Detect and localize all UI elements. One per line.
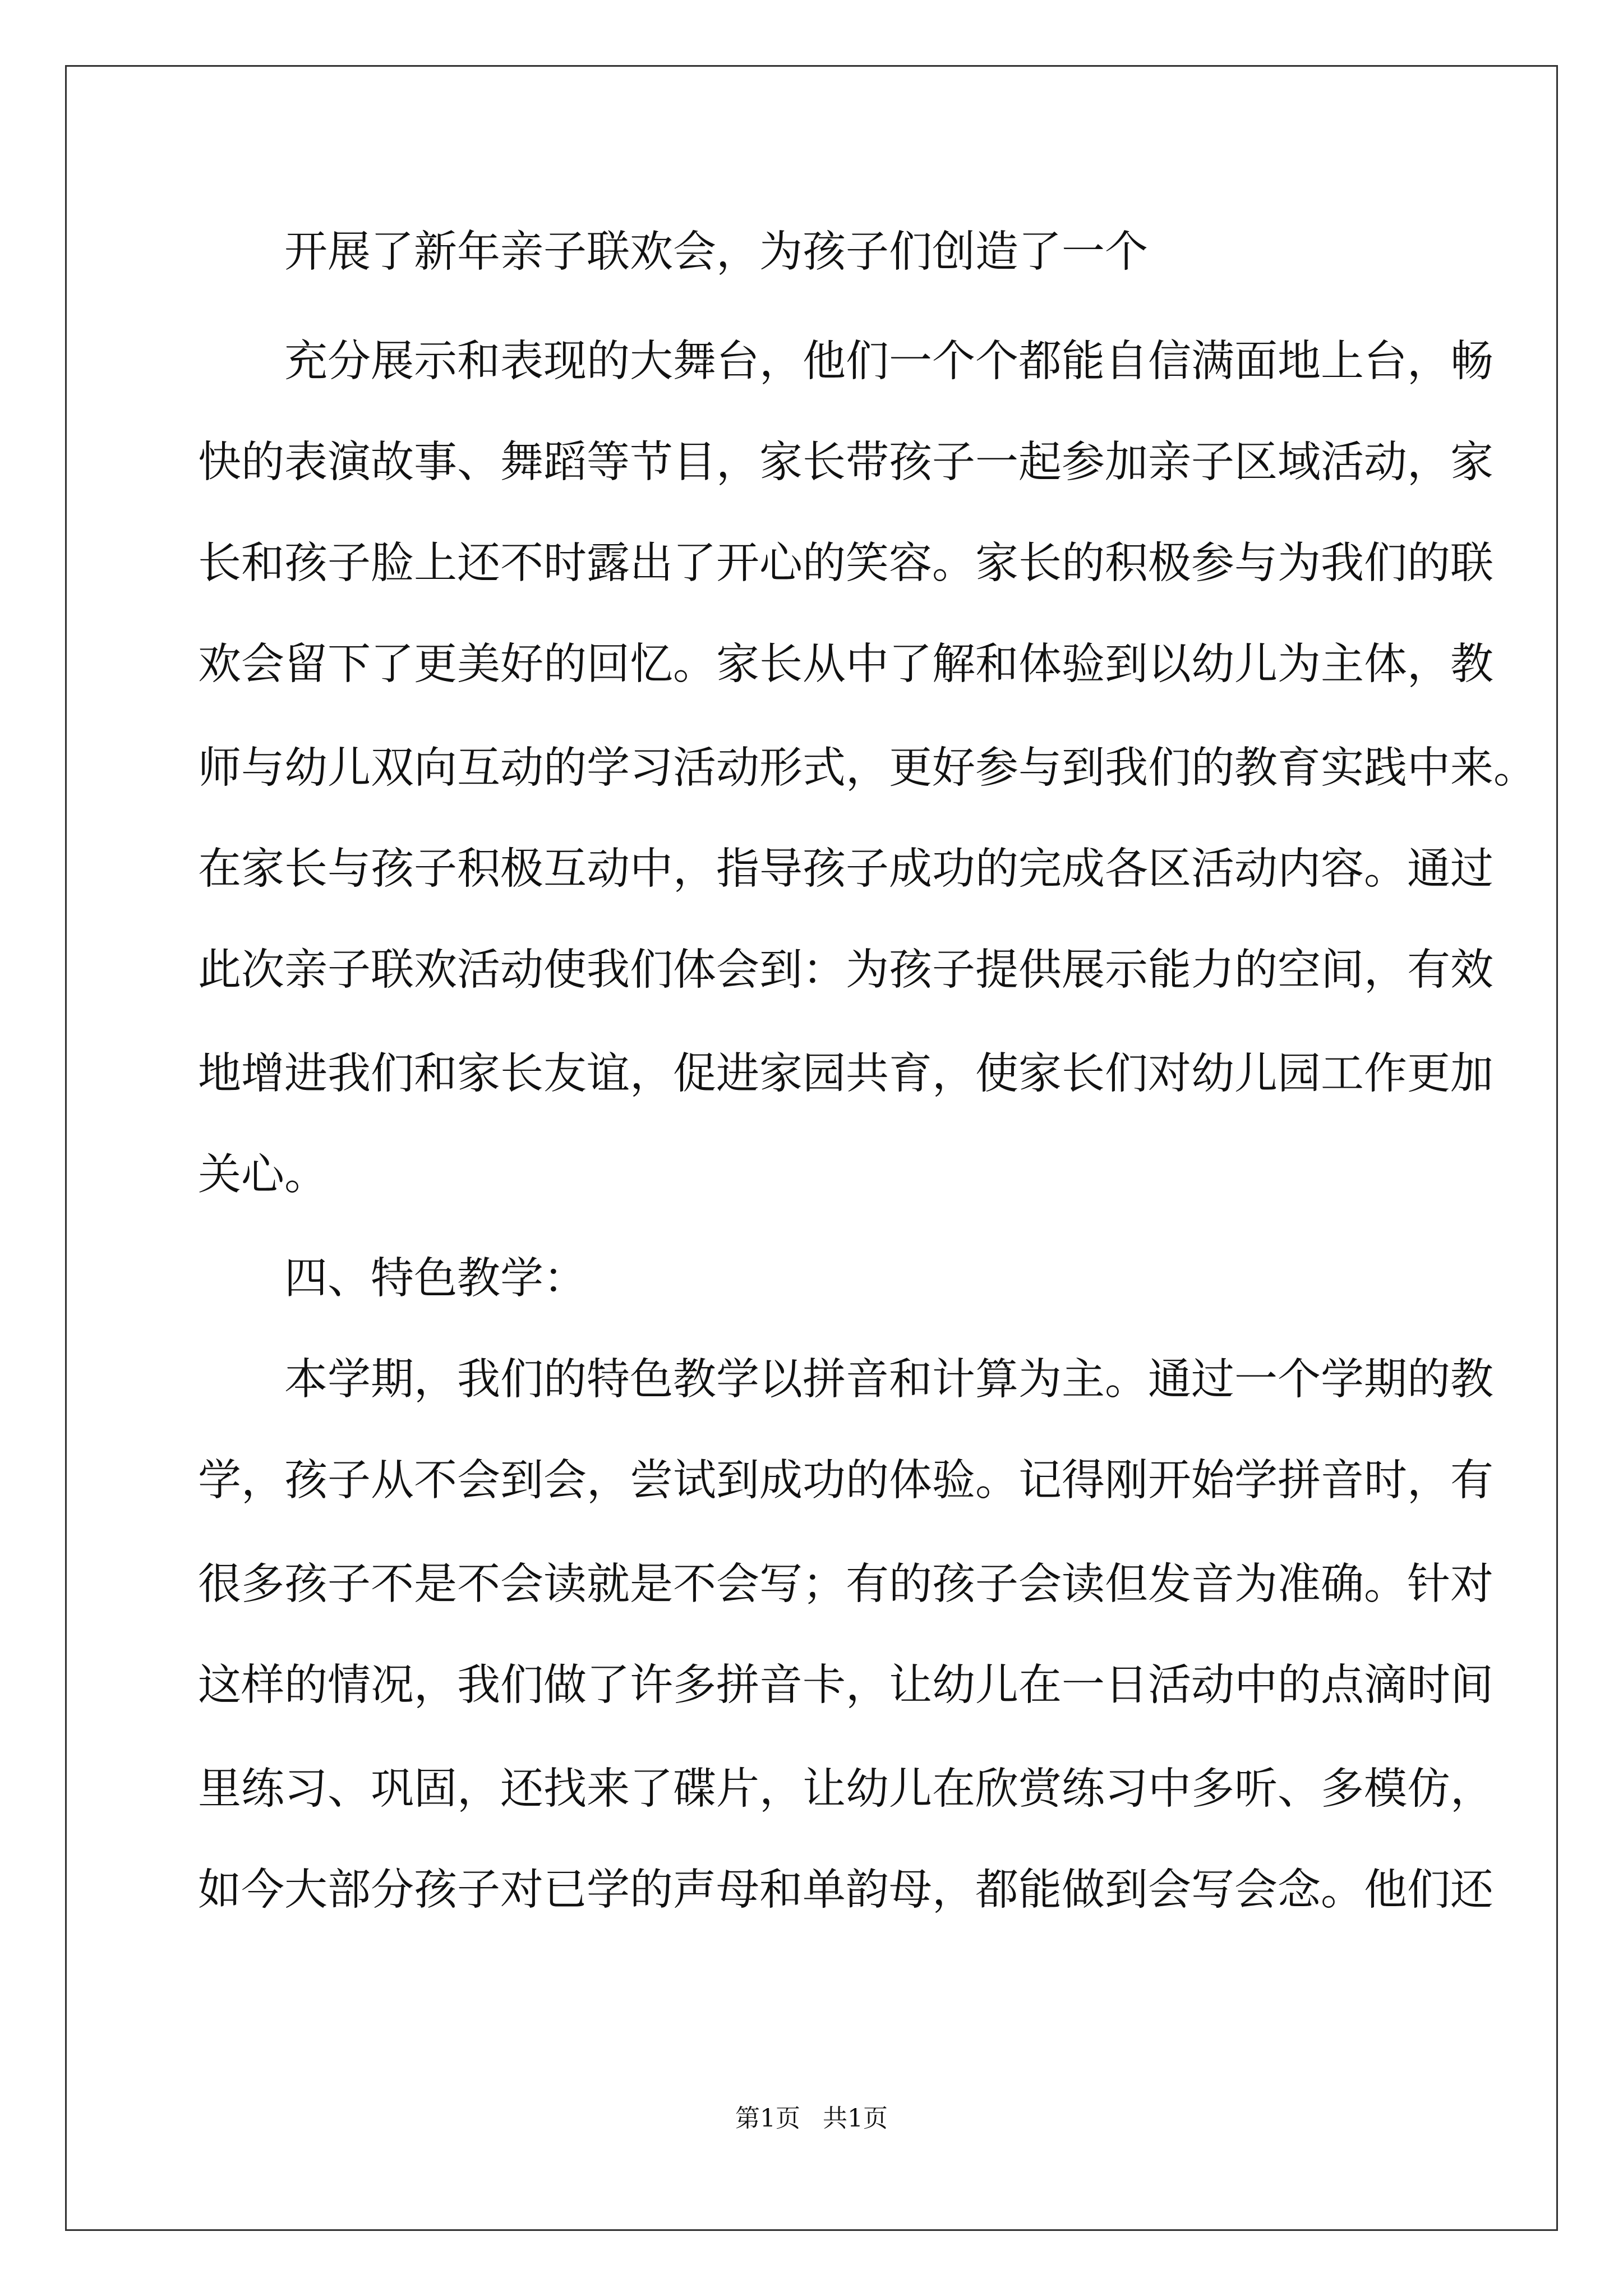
page-footer: [0, 2098, 1623, 2134]
paragraph-line: 欢会留下了更美好的回忆。家长从中了解和体验到以幼儿为主体，教: [198, 639, 1493, 689]
paragraph-line: 学，孩子从不会到会，尝试到成功的体验。记得刚开始学拼音时，有: [198, 1456, 1493, 1506]
paragraph-line: 快的表演故事、舞蹈等节目，家长带孩子一起参加亲子区域活动，家: [198, 438, 1493, 487]
paragraph-line: 充分展示和表现的大舞台，他们一个个都能自信满面地上台，畅: [284, 337, 1493, 386]
paragraph-line: 开展了新年亲子联欢会，为孩子们创造了一个: [284, 227, 1148, 277]
paragraph-line: 关心。: [198, 1150, 328, 1200]
paragraph-line: 这样的情况，我们做了许多拼音卡，让幼儿在一日活动中的点滴时间: [198, 1660, 1493, 1710]
section-heading: 四、特色教学：: [284, 1254, 587, 1304]
page-total: 共1页: [823, 2104, 888, 2133]
paragraph-line: 长和孩子脸上还不时露出了开心的笑容。家长的积极参与为我们的联: [198, 539, 1493, 588]
page-number: 第1页: [735, 2104, 800, 2133]
paragraph-line: 在家长与孩子积极互动中，指导孩子成功的完成各区活动内容。通过: [198, 844, 1493, 894]
paragraph-line: 如今大部分孩子对已学的声母和单韵母，都能做到会写会念。他们还: [198, 1865, 1493, 1915]
paragraph-line: 里练习、巩固，还找来了碟片，让幼儿在欣赏练习中多听、多模仿，: [198, 1764, 1493, 1814]
paragraph-line: 很多孩子不是不会读就是不会写；有的孩子会读但发音为准确。针对: [198, 1559, 1493, 1609]
paragraph-line: 此次亲子联欢活动使我们体会到：为孩子提供展示能力的空间，有效: [198, 945, 1493, 995]
paragraph-line: 地增进我们和家长友谊，促进家园共育，使家长们对幼儿园工作更加: [198, 1049, 1493, 1099]
paragraph-line: 师与幼儿双向互动的学习活动形式，更好参与到我们的教育实践中来。: [198, 743, 1537, 793]
paragraph-line: 本学期，我们的特色教学以拼音和计算为主。通过一个学期的教: [284, 1355, 1493, 1405]
